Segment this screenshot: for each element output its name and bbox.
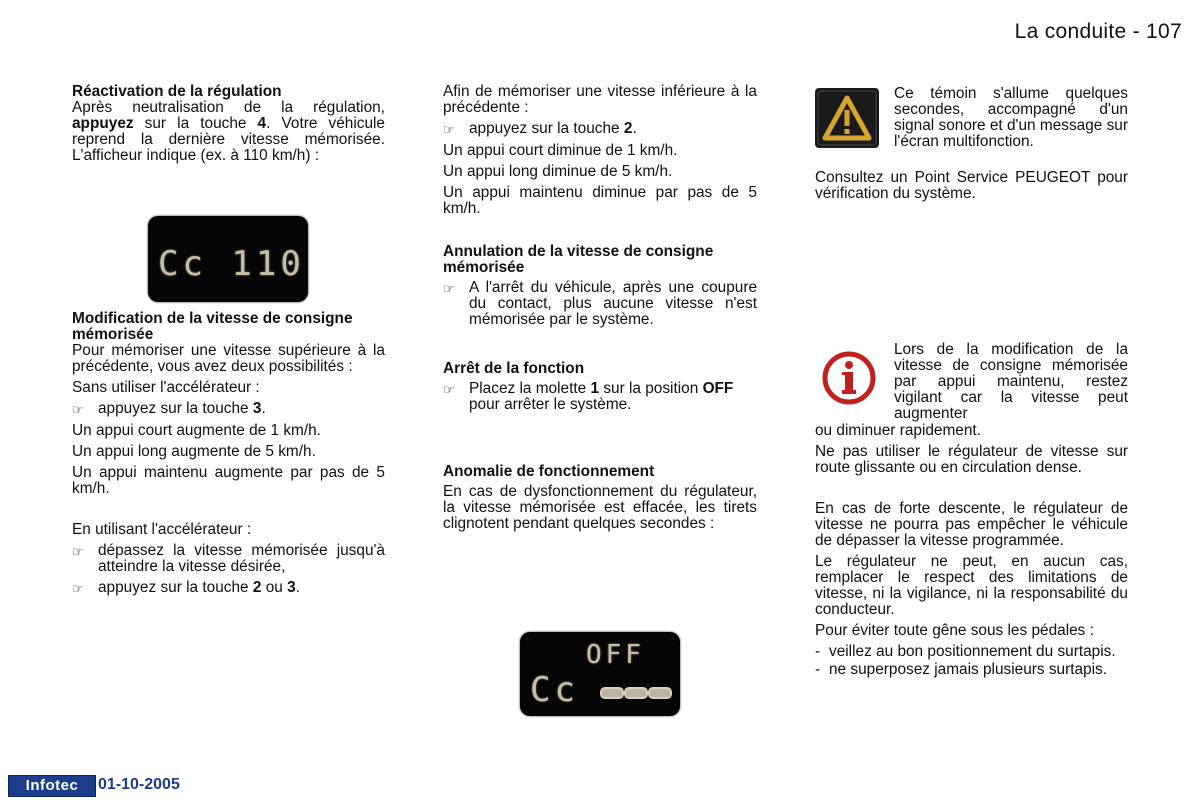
dash-item-no-stacking: - ne superposez jamais plusieurs surtapis. <box>815 661 1108 678</box>
display-off-dashes <box>520 632 680 716</box>
display-dash-2 <box>624 687 648 699</box>
warning-triangle-icon <box>815 88 879 148</box>
paragraph-info-continued: ou diminuer rapidement. <box>815 422 981 439</box>
bullet-press-key-3: ☞ appuyez sur la touche 3. <box>72 400 266 417</box>
display-dash-1 <box>600 687 624 699</box>
paragraph-short-press-up: Un appui court augmente de 1 km/h. <box>72 422 321 439</box>
display-dash-3 <box>648 687 672 699</box>
bullet-press-key-2: ☞ appuyez sur la touche 2. <box>443 120 637 137</box>
right-block-consult <box>815 170 1128 207</box>
heading-reactivation: Réactivation de la régulation <box>72 83 282 100</box>
heading-cancellation: Annulation de la vitesse de consigne mémorisée <box>443 243 714 276</box>
bullet-vehicle-stop: ☞ A l'arrêt du véhicule, après une coupure du contact, plus aucune vitesse n'est mémorisée par le système. <box>443 279 757 328</box>
display-cc-110-text: Cc 110 <box>158 244 305 284</box>
hand-pointer-icon: ☞ <box>72 581 84 596</box>
left-column <box>72 84 385 602</box>
display-off-text: OFF <box>586 640 645 670</box>
paragraph-hold-press-up: Un appui maintenu augmente par pas de 5 km/h. <box>72 464 385 497</box>
paragraph-hold-press-down: Un appui maintenu diminue par pas de 5 km/h. <box>443 184 757 217</box>
paragraph-with-accelerator: En utilisant l'accélérateur : <box>72 521 252 538</box>
hand-pointer-icon: ☞ <box>443 122 455 137</box>
paragraph-reactivation: Après neutralisation de la régulation, appuyez sur la touche 4. Votre véhicule reprend la dernière vitesse mémorisée. L'afficheur indique (ex. à 110 km/h) : <box>72 99 385 164</box>
hand-pointer-icon: ☞ <box>72 544 84 559</box>
info-circle-icon <box>818 348 880 408</box>
footer-date: 01-10-2005 <box>98 776 180 793</box>
paragraph-two-possibilities: Pour mémoriser une vitesse supérieure à la précédente, vous avez deux possibilités : <box>72 342 385 375</box>
dash-item-mat-position: - veillez au bon positionnement du surtapis. <box>815 643 1116 660</box>
bullet-exceed-speed: ☞ dépassez la vitesse mémorisée jusqu'à atteindre la vitesse désirée, <box>72 542 385 575</box>
heading-modification: Modification de la vitesse de consigne mémorisée <box>72 310 353 343</box>
hand-pointer-icon: ☞ <box>72 402 84 417</box>
heading-malfunction: Anomalie de fonctionnement <box>443 463 655 480</box>
warning-text: Ce témoin s'allume quelques secondes, accompagné d'un signal sonore et d'un message sur l'écran multifonction. <box>894 85 1128 150</box>
infotec-logo: Infotec <box>8 775 96 797</box>
page-header: La conduite - 107 <box>1014 20 1182 43</box>
paragraph-without-accelerator: Sans utiliser l'accélérateur : <box>72 379 260 396</box>
paragraph-pedals: Pour éviter toute gêne sous les pédales : <box>815 622 1094 639</box>
paragraph-responsibility: Le régulateur ne peut, en aucun cas, remplacer le respect des limitations de vitesse, ni la vigilance, ni la responsabilité du conducteur. <box>815 553 1128 618</box>
paragraph-steep-descent: En cas de forte descente, le régulateur de vitesse ne pourra pas empêcher le véhicule de dépasser la vitesse programmée. <box>815 500 1128 549</box>
hand-pointer-icon: ☞ <box>443 281 455 296</box>
bullet-press-key-2-or-3: ☞ appuyez sur la touche 2 ou 3. <box>72 579 300 596</box>
right-block-advice <box>815 423 1128 680</box>
hand-pointer-icon: ☞ <box>443 382 455 397</box>
paragraph-short-press-down: Un appui court diminue de 1 km/h. <box>443 142 678 159</box>
paragraph-malfunction: En cas de dysfonctionnement du régulateur, la vitesse mémorisée est effacée, les tirets clignotent pendant quelques secondes : <box>443 483 757 532</box>
display-cc-110 <box>148 216 308 302</box>
bullet-wheel-off: ☞ Placez la molette 1 sur la position OFF pour arrêter le système. <box>443 380 734 413</box>
paragraph-long-press-down: Un appui long diminue de 5 km/h. <box>443 163 673 180</box>
middle-column <box>443 84 757 537</box>
heading-stop-function: Arrêt de la fonction <box>443 360 585 377</box>
info-text: Lors de la modification de la vitesse de consigne mémorisée par appui maintenu, restez vigilant car la vitesse peut augmenter <box>894 341 1128 422</box>
paragraph-long-press-up: Un appui long augmente de 5 km/h. <box>72 443 316 460</box>
paragraph-slippery-road: Ne pas utiliser le régulateur de vitesse sur route glissante ou en circulation dense. <box>815 443 1128 476</box>
display-cc-text: Cc <box>530 670 579 710</box>
paragraph-consult-peugeot: Consultez un Point Service PEUGEOT pour vérification du système. <box>815 169 1128 202</box>
paragraph-lower-speed: Afin de mémoriser une vitesse inférieure à la précédente : <box>443 83 757 116</box>
